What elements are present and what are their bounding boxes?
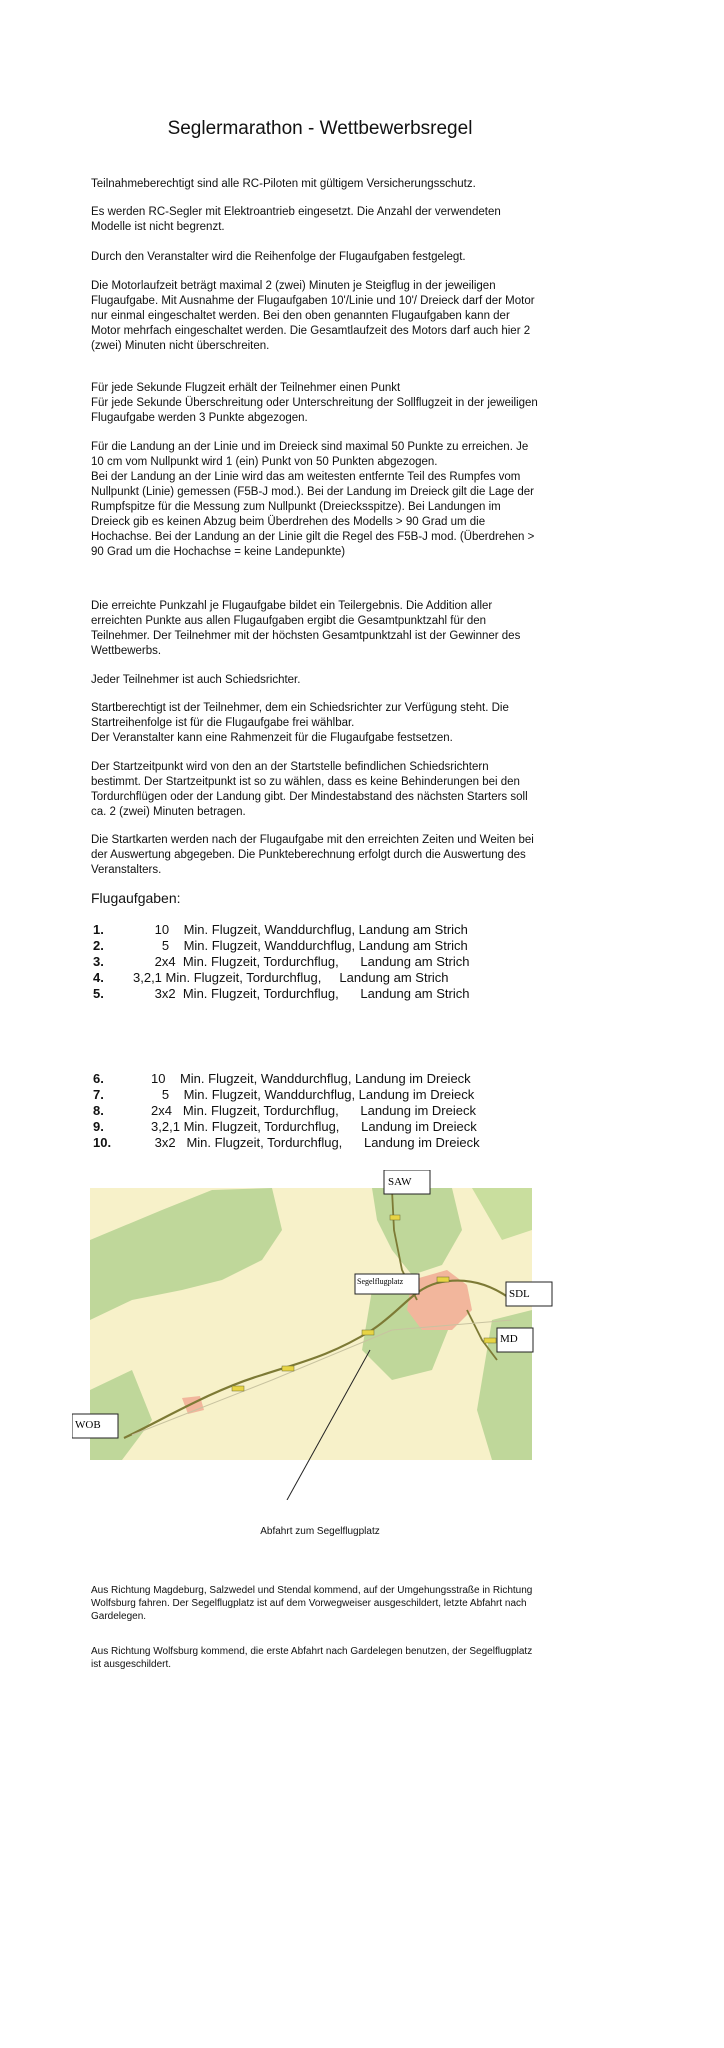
task-item (93, 922, 469, 938)
map-road-sign (232, 1386, 244, 1391)
task-item (93, 1135, 480, 1151)
map-label-saw-text: SAW (388, 1176, 412, 1188)
map-road-sign (484, 1338, 496, 1343)
task-number: 4. (93, 970, 104, 985)
paragraph-referee: Jeder Teilnehmer ist auch Schiedsrichter. (91, 674, 301, 686)
paragraph-models: Es werden RC-Segler mit Elektroantrieb eingesetzt. Die Anzahl der verwendeten Modelle ist nicht begrenzt. (91, 206, 501, 233)
map-label-sdl-text: SDL (509, 1288, 530, 1300)
task-text: 5 Min. Flugzeit, Wanddurchflug, Landung im Dreieck (133, 1087, 475, 1102)
directions-from-wolfsburg: Aus Richtung Wolfsburg kommend, die erste Abfahrt nach Gardelegen benutzen, der Segelflugplatz ist ausgeschildert. (91, 1646, 533, 1670)
task-item (93, 1071, 480, 1087)
map-label-saw (384, 1170, 430, 1194)
task-text: 10 Min. Flugzeit, Wanddurchflug, Landung im Dreieck (133, 1071, 471, 1086)
map-road-sign (362, 1330, 374, 1335)
map-label-md-text: MD (500, 1333, 518, 1345)
map-road-sign (282, 1366, 294, 1371)
paragraph-motor: Die Motorlaufzeit beträgt maximal 2 (zwei) Minuten je Steigflug in der jeweiligen Flugaufgabe. Mit Ausnahme der Flugaufgaben 10'/Linie und 10'/ Dreieck darf der Motor nur einmal eingeschaltet werden. Bei den oben genannten Flugaufgaben kann der Motor mehrfach eingeschaltet werden. Die Gesamtlaufzeit des Motors darf auch hier 2 (zwei) Minuten nicht überschreiten. (91, 280, 535, 352)
directions-from-east: Aus Richtung Magdeburg, Salzwedel und Stendal kommend, auf der Umgehungsstraße in Richtung Wolfsburg fahren. Der Segelflugplatz ist auf dem Vorwegweiser ausgeschildert, letzte Abfahrt nach Gardelegen. (91, 1585, 533, 1622)
task-number: 3. (93, 954, 104, 969)
task-item (93, 938, 469, 954)
task-number: 1. (93, 922, 104, 937)
paragraph-result: Die erreichte Punkzahl je Flugaufgabe bildet ein Teilergebnis. Die Addition aller erreichten Punkte aus allen Flugaufgaben ergibt die Gesamtpunktzahl für den Teilnehmer. Der Teilnehmer mit der höchsten Gesamtpunktzahl ist der Gewinner des Wettbewerbs. (91, 600, 521, 657)
task-text: 3x2 Min. Flugzeit, Tordurchflug, Landung am Strich (133, 986, 470, 1001)
task-number: 10. (93, 1135, 112, 1150)
task-text: 10 Min. Flugzeit, Wanddurchflug, Landung am Strich (133, 922, 468, 937)
task-text: 3,2,1 Min. Flugzeit, Tordurchflug, Landung im Dreieck (133, 1119, 477, 1134)
task-number: 8. (93, 1103, 104, 1118)
task-list-line (93, 922, 469, 1002)
task-item (93, 954, 469, 970)
paragraph-start-time: Der Startzeitpunkt wird von den an der Startstelle befindlichen Schiedsrichtern bestimmt. Der Startzeitpunkt ist so zu wählen, dass es keine Behinderungen bei den Tordurchflügen oder der Landung gibt. Der Mindestabstand des nächsten Starters soll ca. 2 (zwei) Minuten betragen. (91, 761, 528, 818)
task-text: 2x4 Min. Flugzeit, Tordurchflug, Landung im Dreieck (133, 1103, 476, 1118)
task-text: 2x4 Min. Flugzeit, Tordurchflug, Landung am Strich (133, 954, 470, 969)
task-item (93, 1119, 480, 1135)
task-text: 5 Min. Flugzeit, Wanddurchflug, Landung am Strich (133, 938, 468, 953)
task-text: 3,2,1 Min. Flugzeit, Tordurchflug, Landung am Strich (133, 970, 449, 985)
paragraph-start-cards: Die Startkarten werden nach der Flugaufgabe mit den erreichten Zeiten und Weiten bei der Auswertung abgegeben. Die Punkteberechnung erfolgt durch die Auswertung des Veranstalters. (91, 834, 534, 876)
task-number: 6. (93, 1071, 104, 1086)
task-number: 9. (93, 1119, 104, 1134)
map-label-segelflugplatz (355, 1274, 419, 1294)
paragraph-landing: Für die Landung an der Linie und im Dreieck sind maximal 50 Punkte zu erreichen. Je 10 cm vom Nullpunkt wird 1 (ein) Punkt von 50 Punkten abgezogen. Bei der Landung an der Linie wird das am weitesten entfernte Teil des Rumpfes vom Nullpunkt (Linie) gemessen (F5B-J mod.). Bei der Landung im Dreieck gilt die Lage der Rumpfspitze für die Messung zum Nullpunkt (Dreiecksspitze). Bei Landungen im Dreieck gib es keinen Abzug beim Überdrehen des Modells > 90 Grad um die Hochachse. Bei der Landung an der Linie gilt die Regel des F5B-J mod. (Überdrehen > 90 Grad um die Hochachse = keine Landepunkte) (91, 441, 535, 558)
tasks-heading: Flugaufgaben: (91, 890, 181, 906)
paragraph-eligibility: Teilnahmeberechtigt sind alle RC-Piloten mit gültigem Versicherungsschutz. (91, 178, 476, 190)
task-list-triangle (93, 1071, 480, 1151)
paragraph-order: Durch den Veranstalter wird die Reihenfolge der Flugaufgaben festgelegt. (91, 251, 466, 263)
task-number: 5. (93, 986, 104, 1001)
map-road-sign (390, 1215, 400, 1220)
task-number: 2. (93, 938, 104, 953)
task-item (93, 970, 469, 986)
map-label-md (497, 1328, 533, 1352)
task-number: 7. (93, 1087, 104, 1102)
map-road-sign (437, 1277, 449, 1282)
task-item (93, 986, 469, 1002)
map-caption: Abfahrt zum Segelflugplatz (260, 1526, 380, 1537)
route-map (72, 1170, 556, 1500)
task-item (93, 1087, 480, 1103)
task-item (93, 1103, 480, 1119)
task-text: 3x2 Min. Flugzeit, Tordurchflug, Landung im Dreieck (133, 1135, 480, 1150)
map-label-wob-text: WOB (75, 1419, 101, 1431)
map-label-sdl (506, 1282, 552, 1306)
page-title: Seglermarathon - Wettbewerbsregel (167, 118, 473, 139)
map-label-wob (72, 1414, 118, 1438)
map-label-segelflugplatz-text: Segelflugplatz (357, 1277, 404, 1286)
paragraph-points: Für jede Sekunde Flugzeit erhält der Teilnehmer einen Punkt Für jede Sekunde Überschreitung oder Unterschreitung der Sollflugzeit in der jeweiligen Flugaufgabe werden 3 Punkte abgezogen. (91, 382, 538, 424)
paragraph-start-eligibility: Startberechtigt ist der Teilnehmer, dem ein Schiedsrichter zur Verfügung steht. Die Startreihenfolge ist für die Flugaufgabe frei wählbar. Der Veranstalter kann eine Rahmenzeit für die Flugaufgabe festsetzen. (91, 702, 509, 744)
